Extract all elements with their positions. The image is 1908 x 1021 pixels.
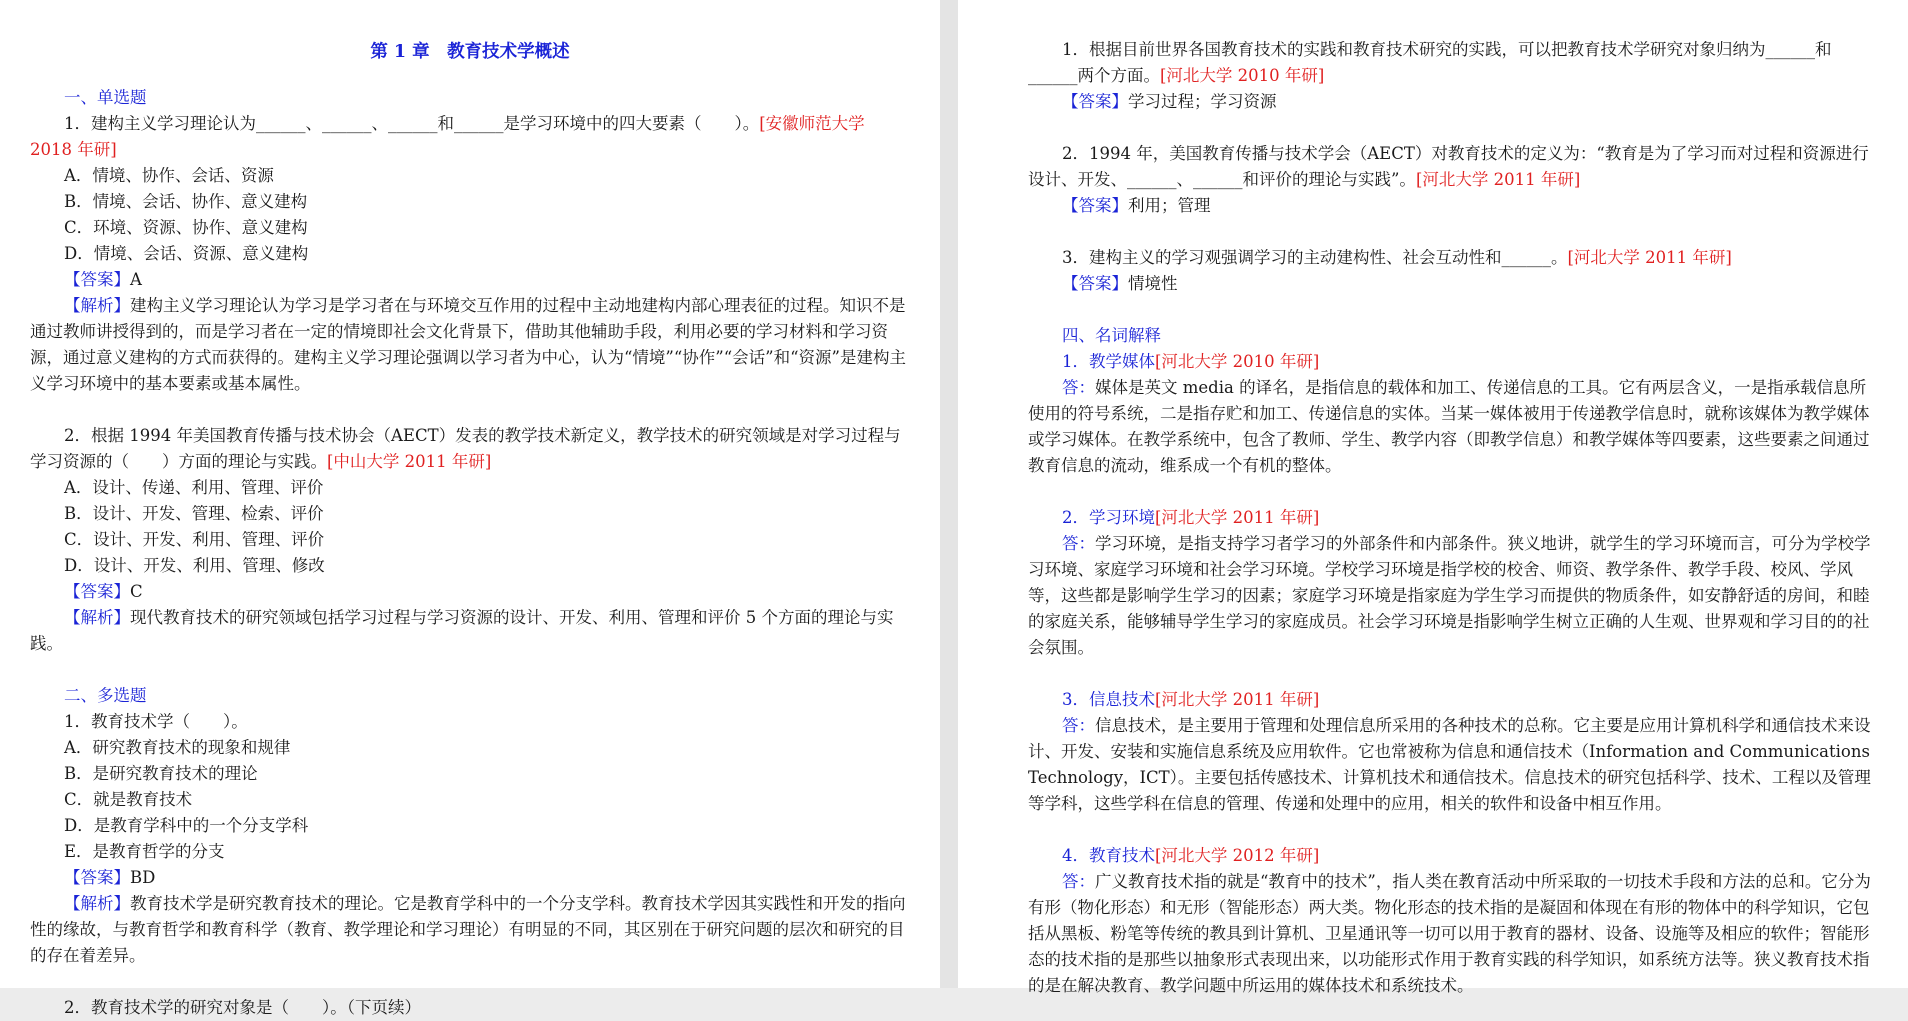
section-heading-definitions: 四、名词解释 bbox=[1062, 326, 1161, 345]
answer-line bbox=[1028, 271, 1878, 297]
analysis-text: 现代教育技术的研究领域包括学习过程与学习资源的设计、开发、利用、管理和评价 5 个方面的理论与实践。 bbox=[30, 608, 894, 653]
analysis-label: 【解析】 bbox=[64, 608, 130, 627]
term-name: 3．信息技术 bbox=[1062, 690, 1155, 709]
question-text: 2．根据 1994 年美国教育传播与技术协会（AECT）发表的教学技术新定义，教学技术的研究领域是对学习过程与学习资源的（ ）方面的理论与实践。 bbox=[30, 426, 901, 471]
definition-label: 答： bbox=[1062, 534, 1095, 553]
analysis-paragraph bbox=[30, 605, 910, 657]
source-tag: [河北大学 2011 年研] bbox=[1155, 508, 1320, 527]
option-a: A．研究教育技术的现象和规律 bbox=[64, 738, 291, 757]
option-b: B．情境、会话、协作、意义建构 bbox=[64, 192, 308, 211]
option-d: D．是教育学科中的一个分支学科 bbox=[64, 816, 309, 835]
definition-paragraph bbox=[1028, 713, 1878, 817]
answer-line bbox=[1028, 89, 1878, 115]
fill-question-1 bbox=[1028, 37, 1878, 89]
answer-value: BD bbox=[130, 868, 156, 887]
option-b: B．是研究教育技术的理论 bbox=[64, 764, 258, 783]
definition-text: 媒体是英文 media 的译名，是指信息的载体和加工、传递信息的工具。它有两层含义，一是指承载信息所使用的符号系统，二是指存贮和加工、传递信息的实体。当某一媒体被用于传递教学信息时，就称该媒体为教学媒体或学习媒体。在教学系统中，包含了教师、学生、教学内容（即教学信息）和教学媒体等四要素，这些要素之间通过教育信息的流动，维系成一个有机的整体。 bbox=[1028, 378, 1870, 475]
question-text: 3．建构主义的学习观强调学习的主动建构性、社会互动性和______。 bbox=[1062, 248, 1568, 267]
option-a: A．设计、传递、利用、管理、评价 bbox=[64, 478, 324, 497]
term-heading-1 bbox=[1028, 349, 1878, 375]
answer-label: 【答案】 bbox=[64, 582, 130, 601]
answer-label: 【答案】 bbox=[64, 868, 130, 887]
option-e: E．是教育哲学的分支 bbox=[64, 842, 225, 861]
answer-label: 【答案】 bbox=[1062, 196, 1128, 215]
term-name: 4．教育技术 bbox=[1062, 846, 1155, 865]
answer-value: 学习过程；学习资源 bbox=[1128, 92, 1277, 111]
question-text: 1．根据目前世界各国教育技术的实践和教育技术研究的实践，可以把教育技术学研究对象归纳为______和______两个方面。 bbox=[1028, 40, 1832, 85]
term-name: 1．教学媒体 bbox=[1062, 352, 1155, 371]
definition-paragraph bbox=[1028, 531, 1878, 661]
source-tag: [河北大学 2012 年研] bbox=[1155, 846, 1320, 865]
fill-question-2 bbox=[1028, 141, 1878, 193]
option-b: B．设计、开发、管理、检索、评价 bbox=[64, 504, 324, 523]
page-gutter bbox=[940, 0, 958, 988]
term-heading-3 bbox=[1028, 687, 1878, 713]
question-text: 2．1994 年，美国教育传播与技术学会（AECT）对教育技术的定义为：“教育是为了学习而对过程和资源进行设计、开发、______、______和评价的理论与实践”。 bbox=[1028, 144, 1869, 189]
source-tag: [河北大学 2011 年研] bbox=[1415, 170, 1581, 189]
spacer bbox=[30, 657, 910, 683]
answer-line bbox=[30, 579, 910, 605]
multi-question-1: 1．教育技术学（ ）。 bbox=[64, 712, 248, 731]
definition-paragraph bbox=[1028, 375, 1878, 479]
answer-line bbox=[30, 865, 910, 891]
spacer bbox=[1028, 115, 1878, 141]
question-text: 1．建构主义学习理论认为______、______、______和______是学习环境中的四大要素（ ）。 bbox=[64, 114, 760, 133]
spacer bbox=[30, 969, 910, 995]
analysis-text: 教育技术学是研究教育技术的理论。它是教育学科中的一个分支学科。教育技术学因其实践性和开发的指向性的缘故，与教育哲学和教育科学（教育、教学理论和学习理论）有明显的不同，其区别在于研究问题的层次和研究的目的存在着差异。 bbox=[30, 894, 906, 965]
option-d: D．情境、会话、资源、意义建构 bbox=[64, 244, 309, 263]
definition-label: 答： bbox=[1062, 716, 1095, 735]
option-c: C．设计、开发、利用、管理、评价 bbox=[64, 530, 325, 549]
source-tag: [河北大学 2010 年研] bbox=[1160, 66, 1325, 85]
analysis-label: 【解析】 bbox=[64, 296, 130, 315]
answer-line bbox=[30, 267, 910, 293]
source-tag: [河北大学 2010 年研] bbox=[1155, 352, 1320, 371]
definition-text: 学习环境，是指支持学习者学习的外部条件和内部条件。狭义地讲，就学生的学习环境而言，可分为学校学习环境、家庭学习环境和社会学习环境。学校学习环境是指学校的校舍、师资、教学条件、教学手段、校风、学风等，这些都是影响学生学习的因素；家庭学习环境是指家庭为学生学习而提供的物质条件，如安静舒适的房间，和睦的家庭关系，能够辅导学生学习的家庭成员。社会学习环境是指影响学生树立正确的人生观、世界观和学习目的的社会氛围。 bbox=[1028, 534, 1871, 657]
analysis-paragraph bbox=[30, 891, 910, 969]
option-c: C．就是教育技术 bbox=[64, 790, 193, 809]
section-heading-multiple-choice: 二、多选题 bbox=[64, 686, 147, 705]
analysis-text: 建构主义学习理论认为学习是学习者在与环境交互作用的过程中主动地建构内部心理表征的过程。知识不是通过教师讲授得到的，而是学习者在一定的情境即社会文化背景下，借助其他辅助手段，利用必要的学习材料和学习资源，通过意义建构的方式而获得的。建构主义学习理论强调以学习者为中心，认为“情境”“协作”“会话”和“资源”是建构主义学习环境中的基本要素或基本属性。 bbox=[30, 296, 906, 393]
answer-value: 情境性 bbox=[1128, 274, 1178, 293]
answer-value: A bbox=[130, 270, 142, 289]
question-2 bbox=[30, 423, 910, 475]
definition-label: 答： bbox=[1062, 872, 1095, 891]
definition-label: 答： bbox=[1062, 378, 1095, 397]
source-tag: [河北大学 2011 年研] bbox=[1567, 248, 1732, 267]
left-page bbox=[0, 0, 940, 1017]
spacer bbox=[1028, 219, 1878, 245]
spacer bbox=[30, 397, 910, 423]
right-page bbox=[958, 0, 1908, 995]
option-a: A．情境、协作、会话、资源 bbox=[64, 166, 274, 185]
definition-text: 广义教育技术指的就是“教育中的技术”，指人类在教育活动中所采取的一切技术手段和方法的总和。它分为有形（物化形态）和无形（智能形态）两大类。物化形态的技术指的是凝固和体现在有形的物体中的科学知识，它包括从黑板、粉笔等传统的教具到计算机、卫星通讯等一切可以用于教育的器材、设备、设施等及相应的软件；智能形态的技术指的是那些以抽象形式表现出来，以功能形式作用于教育实践的科学知识，如系统方法等。狭义教育技术指的是在解决教育、教学问题中所运用的媒体技术和系统技术。 bbox=[1028, 872, 1871, 995]
cut-off-line: 2．教育技术学的研究对象是（ ）。（下页续） bbox=[64, 998, 421, 1017]
answer-value: 利用；管理 bbox=[1128, 196, 1211, 215]
term-heading-2 bbox=[1028, 505, 1878, 531]
section-heading-single-choice: 一、单选题 bbox=[64, 88, 147, 107]
spacer bbox=[1028, 817, 1878, 843]
answer-label: 【答案】 bbox=[1062, 274, 1128, 293]
source-tag: [中山大学 2011 年研] bbox=[327, 452, 492, 471]
fill-question-3 bbox=[1028, 245, 1878, 271]
chapter-title: 第 1 章 教育技术学概述 bbox=[370, 42, 570, 62]
definition-paragraph bbox=[1028, 869, 1878, 999]
spacer bbox=[1028, 479, 1878, 505]
spacer bbox=[1028, 661, 1878, 687]
answer-value: C bbox=[130, 582, 143, 601]
question-1 bbox=[30, 111, 910, 163]
answer-line bbox=[1028, 193, 1878, 219]
answer-label: 【答案】 bbox=[64, 270, 130, 289]
answer-label: 【答案】 bbox=[1062, 92, 1128, 111]
spacer bbox=[1028, 297, 1878, 323]
source-tag: [安徽师范大学 2018 年研] bbox=[30, 114, 865, 159]
term-name: 2．学习环境 bbox=[1062, 508, 1155, 527]
option-c: C．环境、资源、协作、意义建构 bbox=[64, 218, 308, 237]
definition-text: 信息技术，是主要用于管理和处理信息所采用的各种技术的总称。它主要是应用计算机科学和通信技术来设计、开发、安装和实施信息系统及应用软件。它也常被称为信息和通信技术（Information and Communications Technology，ICT）。主要包括传感技术、计算机技术和通信技术。信息技术的研究包括科学、技术、工程以及管理等学科，这些学科在信息的管理、传递和处理中的应用，相关的软件和设备中相互作用。 bbox=[1028, 716, 1871, 813]
option-d: D．设计、开发、利用、管理、修改 bbox=[64, 556, 325, 575]
analysis-paragraph bbox=[30, 293, 910, 397]
analysis-label: 【解析】 bbox=[64, 894, 130, 913]
term-heading-4 bbox=[1028, 843, 1878, 869]
source-tag: [河北大学 2011 年研] bbox=[1155, 690, 1320, 709]
